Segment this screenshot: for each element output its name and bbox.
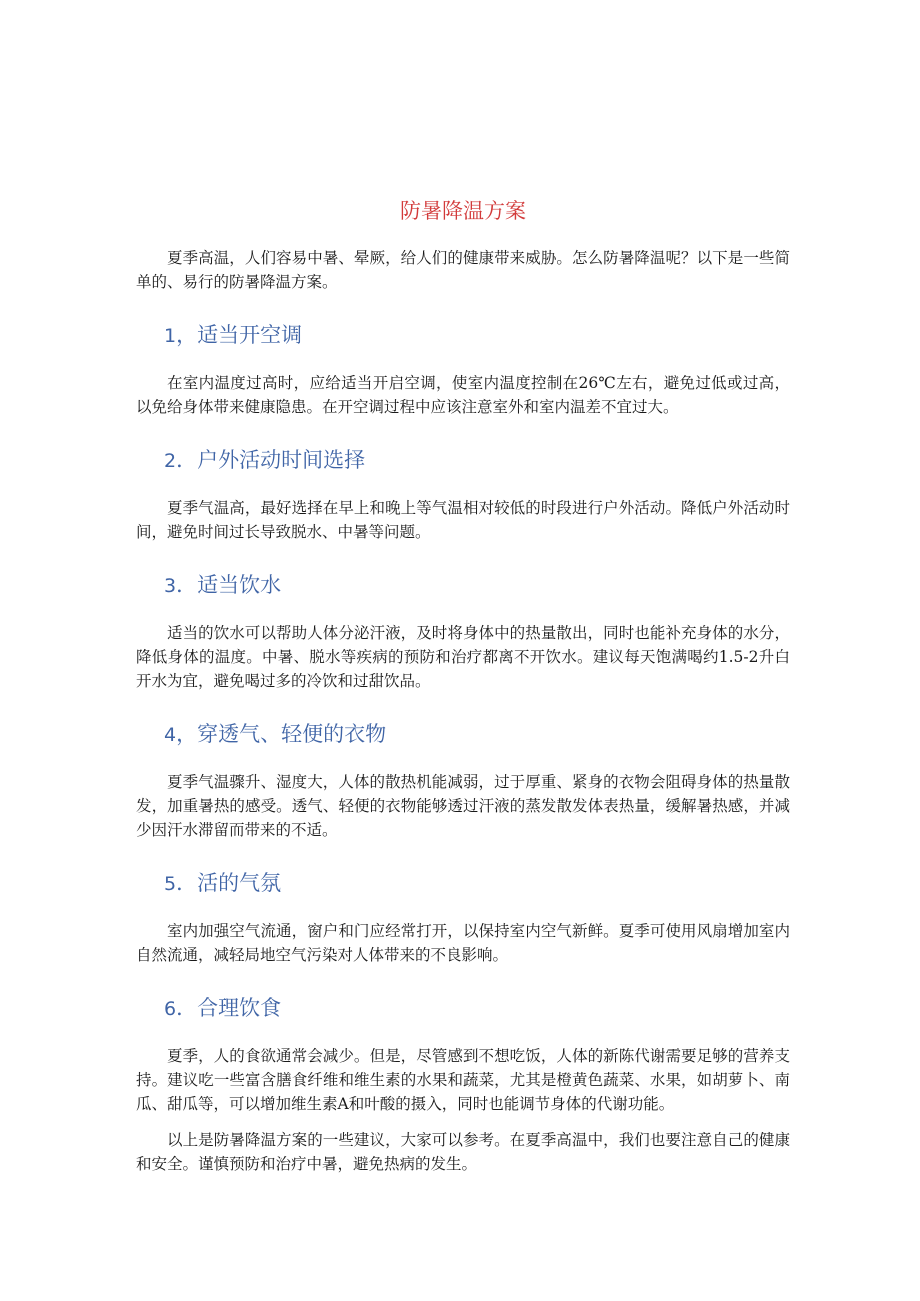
section-title-5: 活的气氛 [197,871,282,895]
section-body-3: 适当的饮水可以帮助人体分泌汗液，及时将身体中的热量散出，同时也能补充身体的水分，降低身体的温度。中暑、脱水等疾病的预防和治疗都离不开饮水。建议每天饱满喝约1.5-2升白开水为宜，避免喝过多的冷饮和过甜饮品。 [136,624,790,690]
section-heading-4 [164,719,790,750]
closing-paragraph: 以上是防暑降温方案的一些建议，大家可以参考。在夏季高温中，我们也要注意自己的健康和安全。谨慎预防和治疗中暑，避免热病的发生。 [136,1131,790,1173]
section-number-2: 2 [164,450,177,472]
section-body-4: 夏季气温骤升、湿度大，人体的散热机能减弱，过于厚重、紧身的衣物会阻碍身体的热量散发，加重暑热的感受。透气、轻便的衣物能够透过汗液的蒸发散发体表热量，缓解暑热感，并减少因汗水滞留而带来的不适。 [136,773,790,839]
section-number-6: 6 [164,998,177,1020]
section-heading-3 [164,570,790,601]
section-title-3: 适当饮水 [197,573,282,597]
section-title-4: 穿透气、轻便的衣物 [197,722,387,746]
section-title-1: 适当开空调 [197,323,303,347]
section-heading-2 [164,445,790,476]
section-title-2: 户外活动时间选择 [197,448,366,472]
section-separator-4: ， [176,722,198,746]
section-separator-2: ． [176,448,198,472]
section-heading-1 [164,320,790,351]
section-number-1: 1 [164,325,177,347]
section-separator-3: ． [176,573,198,597]
section-body-6: 夏季，人的食欲通常会减少。但是，尽管感到不想吃饭，人体的新陈代谢需要足够的营养支持。建议吃一些富含膳食纤维和维生素的水果和蔬菜，尤其是橙黄色蔬菜、水果，如胡萝卜、南瓜、甜瓜等，可以增加维生素A和叶酸的摄入，同时也能调节身体的代谢功能。 [136,1047,790,1113]
section-body-2: 夏季气温高，最好选择在早上和晚上等气温相对较低的时段进行户外活动。降低户外活动时间，避免时间过长导致脱水、中暑等问题。 [136,499,790,541]
section-heading-6 [164,993,790,1024]
section-title-6: 合理饮食 [197,996,282,1020]
section-body-1: 在室内温度过高时，应给适当开启空调，使室内温度控制在26℃左右，避免过低或过高，以免给身体带来健康隐患。在开空调过程中应该注意室外和室内温差不宜过大。 [136,374,790,416]
section-separator-5: ． [176,871,198,895]
intro-paragraph: 夏季高温，人们容易中暑、晕厥，给人们的健康带来威胁。怎么防暑降温呢？以下是一些简单的、易行的防暑降温方案。 [136,249,790,291]
document-title: 防暑降温方案 [400,199,526,223]
section-number-3: 3 [164,575,177,597]
section-separator-1: ， [176,323,198,347]
document-page [136,196,790,1176]
section-body-5: 室内加强空气流通，窗户和门应经常打开，以保持室内空气新鲜。夏季可使用风扇增加室内自然流通，减轻局地空气污染对人体带来的不良影响。 [136,922,790,964]
section-heading-5 [164,868,790,899]
section-number-5: 5 [164,873,177,895]
section-number-4: 4 [164,724,177,746]
section-separator-6: ． [176,996,198,1020]
